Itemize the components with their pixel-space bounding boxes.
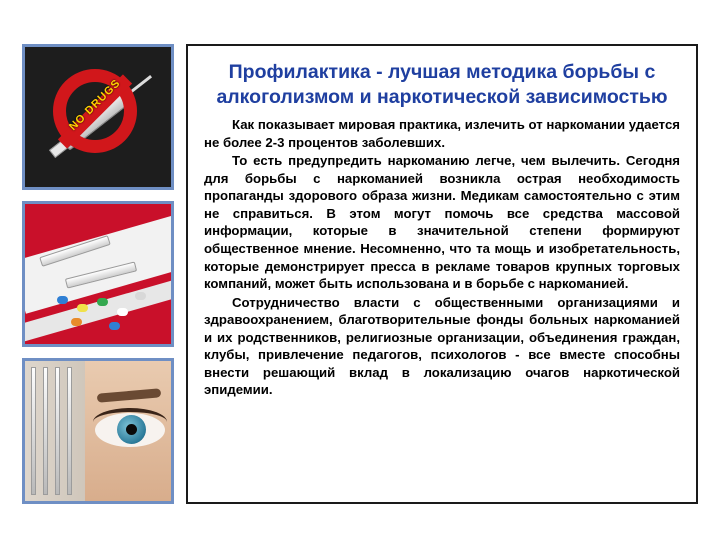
pill-shape <box>71 318 82 326</box>
no-drugs-syringe-photo <box>22 44 174 190</box>
pills-and-syringes-photo <box>22 201 174 347</box>
needles-group <box>25 361 87 501</box>
needle-shape <box>31 367 36 495</box>
page-title: Профилактика - лучшая методика борьбы с алкоголизмом и наркотической зависимостью <box>216 61 668 108</box>
body-paragraph-3: Сотрудничество власти с общественными организациями и здравоохранением, благотворительные фонды больных наркоманией и их родственников, религиозные организации, объединения граждан, клубы, привлечение педагогов, психологов - все вместе способны внести решающий вклад в локализацию очагов наркотической эпидемии. <box>204 294 680 398</box>
needle-shape <box>43 367 48 495</box>
eye-pupil-shape <box>126 424 137 435</box>
pill-shape <box>117 308 128 316</box>
pill-shape <box>77 304 88 312</box>
text-panel <box>186 44 698 504</box>
pill-shape <box>57 296 68 304</box>
image-column <box>22 44 174 504</box>
body-paragraph-2: То есть предупредить наркоманию легче, чем вылечить. Сегодня для борьбы с наркоманией возникла острая необходимость пропаганды здорового образа жизни. Медикам самостоятельно с этим не справиться. В этом могут помочь все средства массовой информации, которые в значительной степени формируют общественное мнение. Несомненно, что та мощь и изобретательность, которые демонстрирует пресса в рекламе товаров крупных торговых компаний, может быть использована и в борьбе с наркоманией. <box>204 153 680 292</box>
eye-and-needles-photo <box>22 358 174 504</box>
needle-shape <box>55 367 60 495</box>
no-drugs-label: NO DRUGS <box>66 76 124 134</box>
pill-shape <box>97 298 108 306</box>
pill-shape <box>109 322 120 330</box>
needle-shape <box>67 367 72 495</box>
pill-shape <box>135 292 146 300</box>
body-paragraph-1: Как показывает мировая практика, излечить от наркомании удается не более 2-3 процентов заболевших. <box>204 117 680 150</box>
